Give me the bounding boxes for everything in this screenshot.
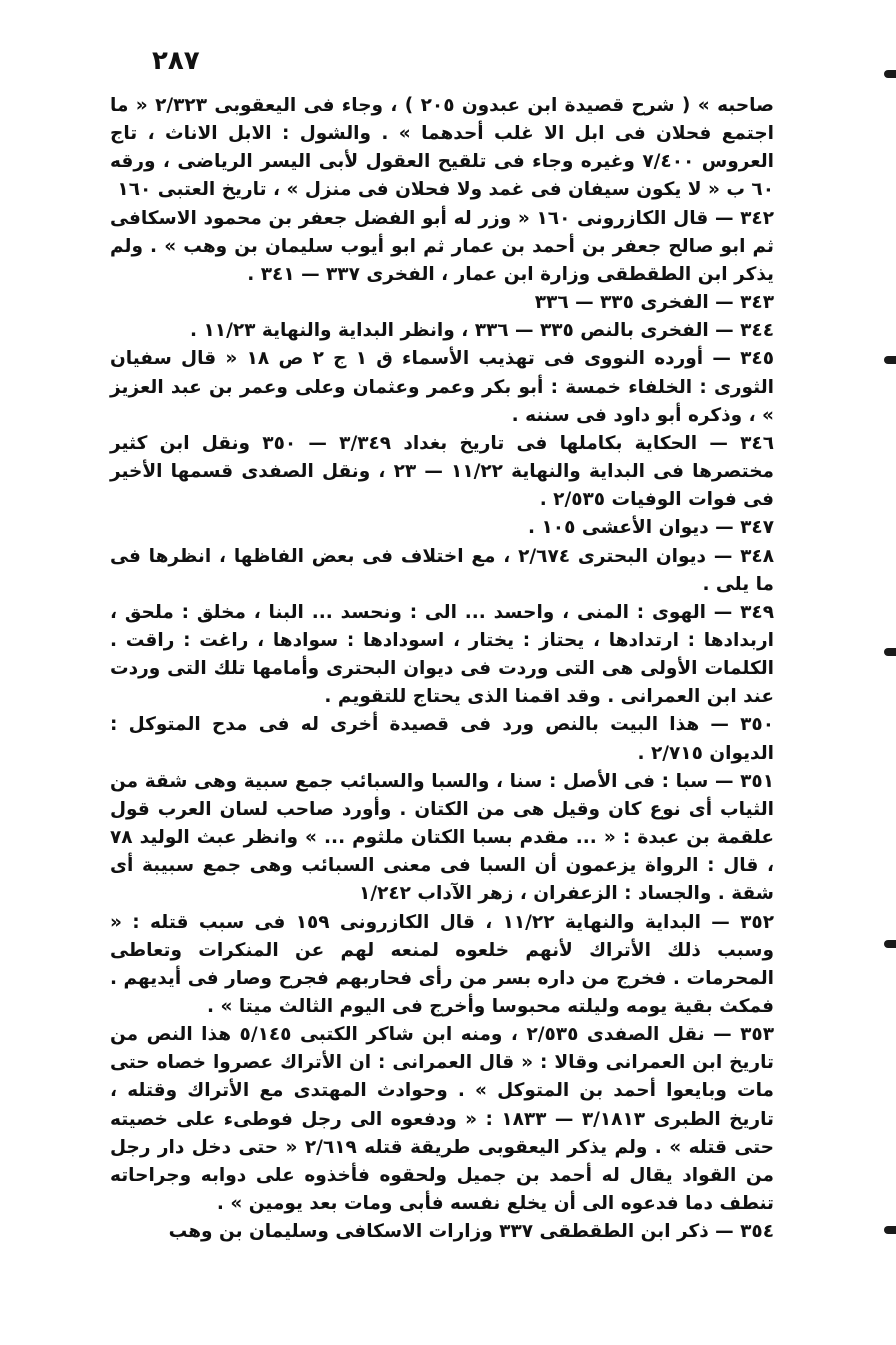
note-344: ٣٤٤ — الفخرى بالنص ٣٣٥ — ٣٣٦ ، وانظر البداية والنهاية ١١/٢٣ . bbox=[190, 320, 774, 342]
note-continuation: صاحبه » ( شرح قصيدة ابن عبدون ٢٠٥ ) ، وجاء فى اليعقوبى ٢/٣٢٣ « ما اجتمع فحلان فى ابل الا غلب أحدهما » . والشول : الابل الاناث ، تاج العروس ٧/٤٠٠ وغيره وجاء فى تلقيح العقول لأبى اليسر الرياضى ، ورقه ٦٠ ب « لا يكون سيفان فى غمد ولا فحلان فى منزل » ، تاريخ العتبى ١٦٠ bbox=[110, 95, 774, 201]
note-352: ٣٥٢ — البداية والنهاية ١١/٢٢ ، قال الكازرونى ١٥٩ فى سبب قتله : « وسبب ذلك الأتراك لأنهم خلعوه لمنعه لهم عن المنكرات وتعاطى المحرمات . فخرج من داره بسر من رأى فحاربهم فجرح وصار فى أيديهم . فمكث بقية يومه وليلته محبوسا وأخرج فى اليوم الثالث ميتا » . bbox=[110, 911, 774, 1017]
note-354: ٣٥٤ — ذكر ابن الطقطقى ٣٣٧ وزارات الاسكافى وسليمان بن وهب bbox=[168, 1221, 774, 1243]
note-346: ٣٤٦ — الحكاية بكاملها فى تاريخ بغداد ٣/٣٤٩ — ٣٥٠ ونقل ابن كثير مختصرها فى البداية والنهاية ١١/٢٢ — ٢٣ ، ونقل الصفدى قسمها الأخير فى فوات الوفيات ٢/٥٣٥ . bbox=[110, 432, 774, 511]
binding-mark bbox=[884, 940, 896, 948]
footnotes-body bbox=[110, 92, 774, 1246]
note-351: ٣٥١ — سبا : فى الأصل : سنا ، والسبا والسبائب جمع سبية وهى شقة من الثياب أى نوع كان وقيل هى من الكتان . وأورد صاحب لسان العرب قول علقمة بن عبدة : « ... مقدم بسبا الكتان ملثوم ... » وانظر عبث الوليد ٧٨ ، قال : الرواة يزعمون أن السبا فى معنى السبائب وهى جمع سبيبة أى شقة . والجساد : الزعفران ، زهر الآداب ١/٢٤٢ bbox=[110, 770, 774, 905]
note-353: ٣٥٣ — نقل الصفدى ٢/٥٣٥ ، ومنه ابن شاكر الكتبى ٥/١٤٥ هذا النص من تاريخ ابن العمرانى وقالا : « قال العمرانى : ان الأتراك عصروا خصاه حتى مات وبايعوا أحمد بن المتوكل » . وحوادث المهتدى مع الأتراك وقتله ، تاريخ الطبرى ٣/١٨١٣ — ١٨٣٣ : « ودفعوه الى رجل فوطىء على خصيته حتى قتله » . ولم يذكر اليعقوبى طريقة قتله ٢/٦١٩ « حتى دخل دار رجل من القواد يقال له أحمد بن جميل ولحقوه فأخذوه على دوابه وجراحاته تنطف دما فدعوه الى أن يخلع نفسه فأبى ومات بعد يومين » . bbox=[110, 1024, 775, 1215]
binding-mark bbox=[884, 70, 896, 78]
note-345: ٣٤٥ — أورده النووى فى تهذيب الأسماء ق ١ ج ٢ ص ١٨ « قال سفيان الثورى : الخلفاء خمسة : أبو بكر وعمر وعثمان وعلى وعمر بن عبد العزيز » ، وذكره أبو داود فى سننه . bbox=[110, 348, 775, 426]
note-348: ٣٤٨ — ديوان البحترى ٢/٦٧٤ ، مع اختلاف فى بعض الفاظها ، انظرها فى ما يلى . bbox=[110, 545, 774, 595]
binding-mark bbox=[884, 648, 896, 656]
note-350: ٣٥٠ — هذا البيت بالنص ورد فى قصيدة أخرى له فى مدح المتوكل : الديوان ٢/٧١٥ . bbox=[110, 714, 774, 764]
note-349: ٣٤٩ — الهوى : المنى ، واحسد ... الى : ونحسد ... البنا ، مخلق : ملحق ، اربدادها : ارتدادها ، يحتاز : يختار ، اسودادها : سوادها ، راغت : راقت . الكلمات الأولى هى التى وردت فى ديوان البحترى وأمامها تلك التى وردت عند ابن العمرانى . وقد اقمنا الذى يحتاج للتقويم . bbox=[110, 601, 774, 708]
note-342: ٣٤٢ — قال الكازرونى ١٦٠ « وزر له أبو الفضل جعفر بن محمود الاسكافى ثم ابو صالح جعفر بن أحمد بن عمار ثم ابو أيوب سليمان بن وهب » . ولم يذكر ابن الطقطقى وزارة ابن عمار ، الفخرى ٣٣٧ — ٣٤١ . bbox=[110, 207, 774, 285]
note-347: ٣٤٧ — ديوان الأعشى ١٠٥ . bbox=[528, 517, 774, 539]
note-343: ٣٤٣ — الفخرى ٣٣٥ — ٣٣٦ bbox=[534, 292, 774, 314]
binding-mark bbox=[884, 1226, 896, 1234]
page-number: ٢٨٧ bbox=[152, 46, 200, 76]
binding-mark bbox=[884, 356, 896, 364]
